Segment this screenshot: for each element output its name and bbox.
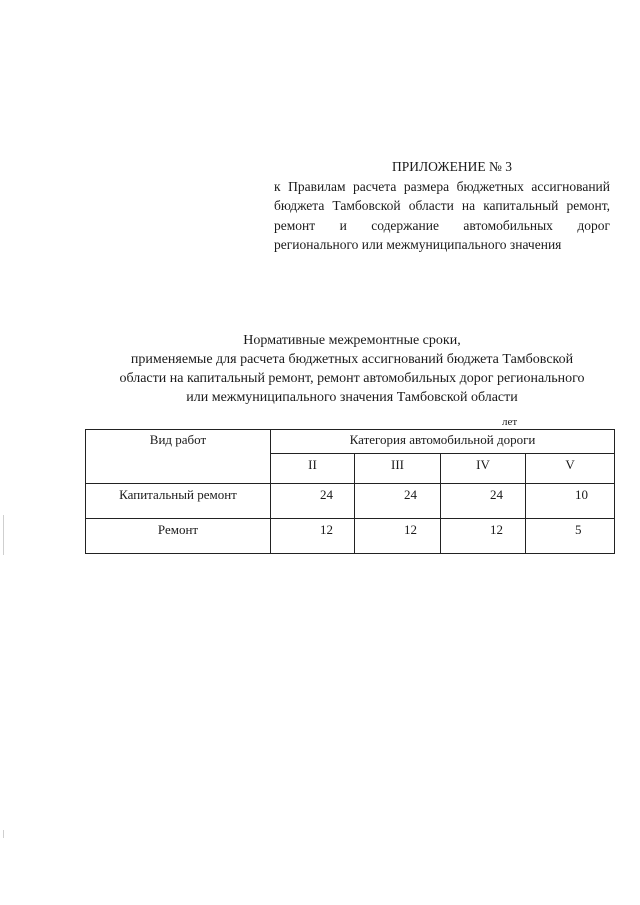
value: 12 [490,522,503,537]
value: 24 [404,487,417,502]
header-cell-work [86,430,271,484]
category-label: V [565,457,575,472]
row-label-cell [86,484,271,519]
category-label: III [391,457,404,472]
appendix-block [274,157,610,255]
value: 12 [404,522,417,537]
appendix-title: ПРИЛОЖЕНИЕ № 3 [391,159,513,174]
value-cell [355,484,441,519]
value-cell [271,519,355,554]
category-cell [355,454,441,484]
row-label: Ремонт [157,522,199,537]
heading-line: Нормативные межремонтные сроки, [243,333,461,348]
header-cell-category [271,430,615,454]
category-label: II [308,457,317,472]
table-header-row [86,430,615,454]
heading-line: или межмуниципального значения Тамбовской области [186,390,518,405]
value-cell [441,519,526,554]
category-cell [271,454,355,484]
table-row [86,484,615,519]
scan-artifact [3,830,4,838]
heading-line: области на капитальный ремонт, ремонт автомобильных дорог регионального [119,371,585,386]
value-cell [441,484,526,519]
row-label-cell [86,519,271,554]
header-category-label: Категория автомобильной дороги [349,432,536,447]
category-label: IV [476,457,490,472]
header-work-label: Вид работ [149,432,207,447]
unit-label: лет [502,416,518,428]
value: 10 [575,487,588,502]
heading-line: применяемые для расчета бюджетных ассигнований бюджета Тамбовской [130,352,574,367]
norms-table [85,429,615,554]
appendix-text: к Правилам расчета размера бюджетных ассигнований бюджета Тамбовской области на капитальный ремонт, ремонт и содержание автомобильных дорог регионального или межмуниципального значения [274,178,610,252]
value: 5 [575,522,582,537]
document-heading [90,331,614,407]
row-label: Капитальный ремонт [119,487,237,502]
value-cell [355,519,441,554]
scan-artifact [3,515,4,555]
value: 12 [320,522,333,537]
value-cell [526,484,615,519]
category-cell [526,454,615,484]
value-cell [271,484,355,519]
category-cell [441,454,526,484]
value-cell [526,519,615,554]
table-row [86,519,615,554]
value: 24 [320,487,333,502]
value: 24 [490,487,503,502]
